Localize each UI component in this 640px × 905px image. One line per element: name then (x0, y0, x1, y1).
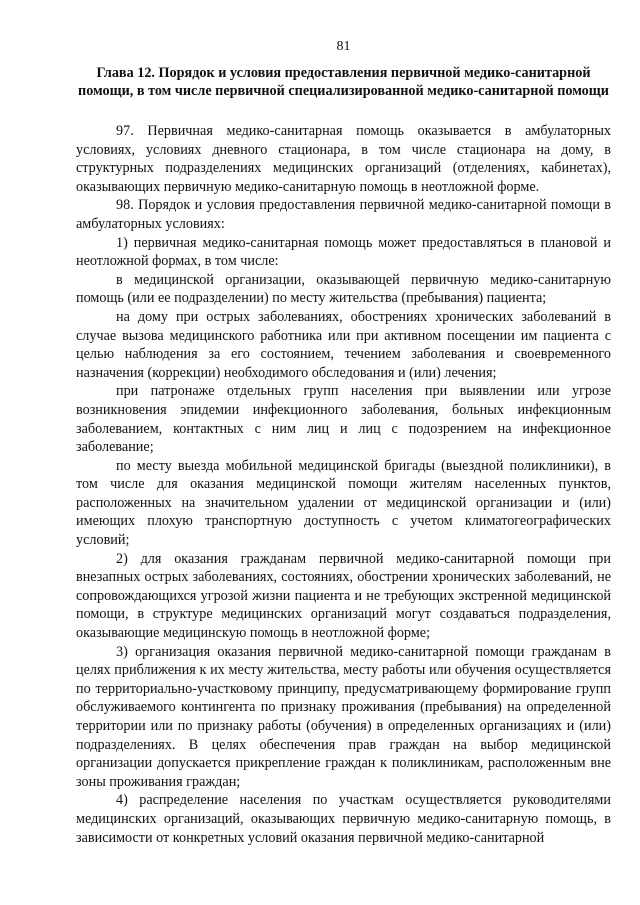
paragraph-98-item-2: 2) для оказания гражданам первичной медико-санитарной помощи при внезапных острых заболеваниях, состояниях, обострении хронических заболеваний, не сопровождающихся угрозой жизни пациента и не требующих экстренной медицинской помощи, в структуре медицинских организаций могут создаваться подразделения, оказывающие медицинскую помощь в неотложной форме; (76, 550, 611, 642)
chapter-title: Глава 12. Порядок и условия предоставления первичной медико-санитарной помощи, в том числе первичной специализированной медико-санитарной помощи (78, 65, 609, 99)
document-body (76, 122, 611, 847)
paragraph-98-item-1-patronage: при патронаже отдельных групп населения при выявлении или угрозе возникновения эпидемии инфекционного заболевания, больных инфекционным заболеванием, контактных с ним лиц и лиц с подозрением на инфекционное заболевание; (76, 383, 611, 456)
page-number: 81 (336, 39, 351, 54)
paragraph-98-item-3: 3) организация оказания первичной медико-санитарной помощи гражданам в целях приближения к их месту жительства, месту работы или обучения осуществляется по территориально-участковому принципу, предусматривающему формирование групп обслуживаемого контингента по признаку проживания (пребывания) на определенной территории или по признаку работы (обучения) в определенных организациях и (или) подразделениях. В целях обеспечения прав граждан на выбор медицинской организации допускается прикрепление граждан к поликлиникам, расположенным вне зоны проживания граждан; (76, 643, 611, 790)
document-page (76, 38, 611, 847)
paragraph-98-item-4: 4) распределение населения по участкам осуществляется руководителями медицинских организаций, оказывающих первичную медико-санитарную помощь, в зависимости от конкретных условий оказания первичной медико-санитарной (76, 792, 611, 846)
paragraph-97: 97. Первичная медико-санитарная помощь оказывается в амбулаторных условиях, условиях дневного стационара, в том числе стационара на дому, в структурных подразделениях медицинских организаций (отделениях, кабинетах), оказывающих первичную медико-санитарную помощь в неотложной форме. (76, 123, 611, 195)
paragraph-98-item-1-mobile-team: по месту выезда мобильной медицинской бригады (выездной поликлиники), в том числе для оказания медицинской помощи жителям населенных пунктов, расположенных на значительном удалении от медицинской организации и (или) имеющих плохую транспортную доступность с учетом климатогеографических условий; (76, 457, 611, 549)
paragraph-98-item-1-medical-organization: в медицинской организации, оказывающей первичную медико-санитарную помощь (или ее подразделении) по месту жительства (пребывания) пациента; (76, 271, 611, 307)
paragraph-98-item-1-at-home: на дому при острых заболеваниях, обострениях хронических заболеваний в случае вызова медицинского работника или при активном посещении им пациента с целью наблюдения за его состоянием, течением заболевания и своевременного назначения (коррекции) необходимого обследования и (или) лечения; (76, 308, 611, 381)
paragraph-98-item-1: 1) первичная медико-санитарная помощь может предоставляться в плановой и неотложной формах, в том числе: (76, 234, 611, 270)
paragraph-98: 98. Порядок и условия предоставления первичной медико-санитарной помощи в амбулаторных условиях: (76, 197, 611, 232)
